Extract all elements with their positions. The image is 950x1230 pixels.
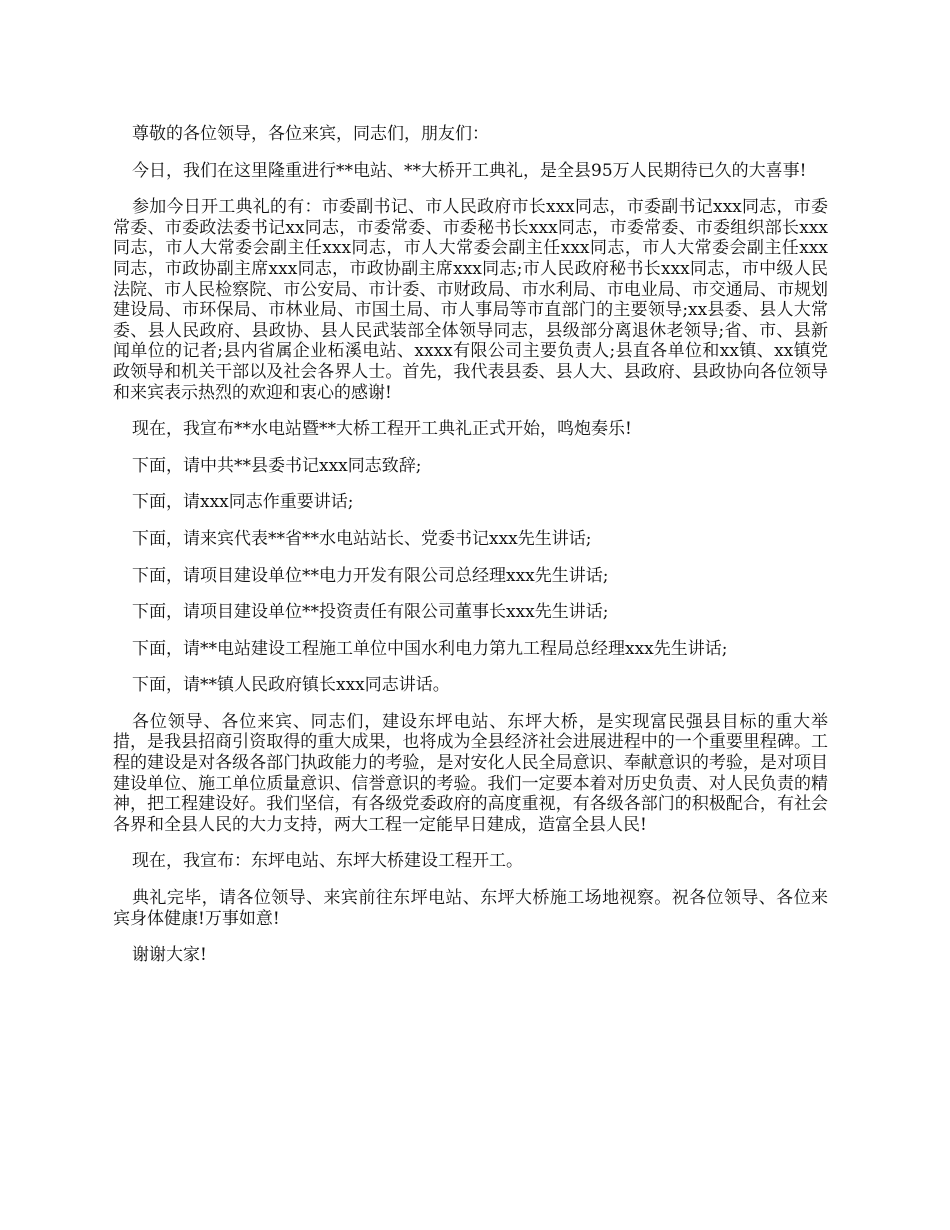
speaker-paragraph: 下面，请来宾代表**省**水电站站长、党委书记xxx先生讲话; <box>132 528 592 549</box>
attendees-paragraph: 参加今日开工典礼的有：市委副书记、市人民政府市长xxx同志，市委副书记xxx同志，市委常委、市委政法委书记xx同志，市委常委、市委秘书长xxx同志，市委常委、市委组织部长xxx同志，市人大常委会副主任xxx同志，市人大常委会副主任xxx同志，市人大常委会副主任xxx同志，市政协副主席xxx同志，市政协副主席xxx同志;市人民政府秘书长xxx同志，市中级人民法院、市人民检察院、市公安局、市计委、市财政局、市水利局、市电业局、市交通局、市规划建设局、市环保局、市林业局、市国土局、市人事局等市直部门的主要领导;xx县委、县人大常委、县人民政府、县政协、县人民武装部全体领导同志，县级部分离退休老领导;省、市、县新闻单位的记者;县内省属企业柘溪电站、xxxx有限公司主要负责人;县直各单位和xx镇、xx镇党政领导和机关干部以及社会各界人士。首先，我代表县委、县人大、县政府、县政协向各位领导和来宾表示热烈的欢迎和衷心的感谢! <box>113 197 828 403</box>
speaker-paragraph: 下面，请项目建设单位**投资责任有限公司董事长xxx先生讲话; <box>132 602 609 623</box>
commencement-paragraph: 现在，我宣布：东坪电站、东坪大桥建设工程开工。 <box>132 851 523 872</box>
significance-paragraph: 各位领导、各位来宾、同志们，建设东坪电站、东坪大桥，是实现富民强县目标的重大举措，是我县招商引资取得的重大成果，也将成为全县经济社会进展进程中的一个重要里程碑。工程的建设是对各级各部门执政能力的考验，是对安化人民全局意识、奉献意识的考验，是对项目建设单位、施工单位质量意识、信誉意识的考验。我们一定要本着对历史负责、对人民负责的精神，把工程建设好。我们坚信，有各级党委政府的高度重视，有各级各部门的积极配合，有社会各界和全县人民的大力支持，两大工程一定能早日建成，造富全县人民! <box>113 711 828 835</box>
speaker-paragraph: 下面，请项目建设单位**电力开发有限公司总经理xxx先生讲话; <box>132 565 609 586</box>
speaker-paragraph: 下面，请xxx同志作重要讲话; <box>132 492 354 513</box>
greeting-paragraph: 尊敬的各位领导，各位来宾，同志们，朋友们： <box>132 124 489 144</box>
opening-paragraph: 今日，我们在这里隆重进行**电站、**大桥开工典礼，是全县95万人民期待已久的大喜事! <box>132 160 807 181</box>
speaker-paragraph: 下面，请**镇人民政府镇长xxx同志讲话。 <box>132 675 450 696</box>
speaker-paragraph: 下面，请中共**县委书记xxx同志致辞; <box>132 455 422 476</box>
document-page <box>113 124 828 982</box>
speaker-paragraph: 下面，请**电站建设工程施工单位中国水利电力第九工程局总经理xxx先生讲话; <box>132 638 728 659</box>
announcement-paragraph: 现在，我宣布**水电站暨**大桥工程开工典礼正式开始，鸣炮奏乐! <box>132 419 632 440</box>
closing-paragraph: 典礼完毕，请各位领导、来宾前往东坪电站、东坪大桥施工场地视察。祝各位领导、各位来宾身体健康!万事如意! <box>113 888 828 929</box>
thanks-paragraph: 谢谢大家! <box>132 945 207 966</box>
